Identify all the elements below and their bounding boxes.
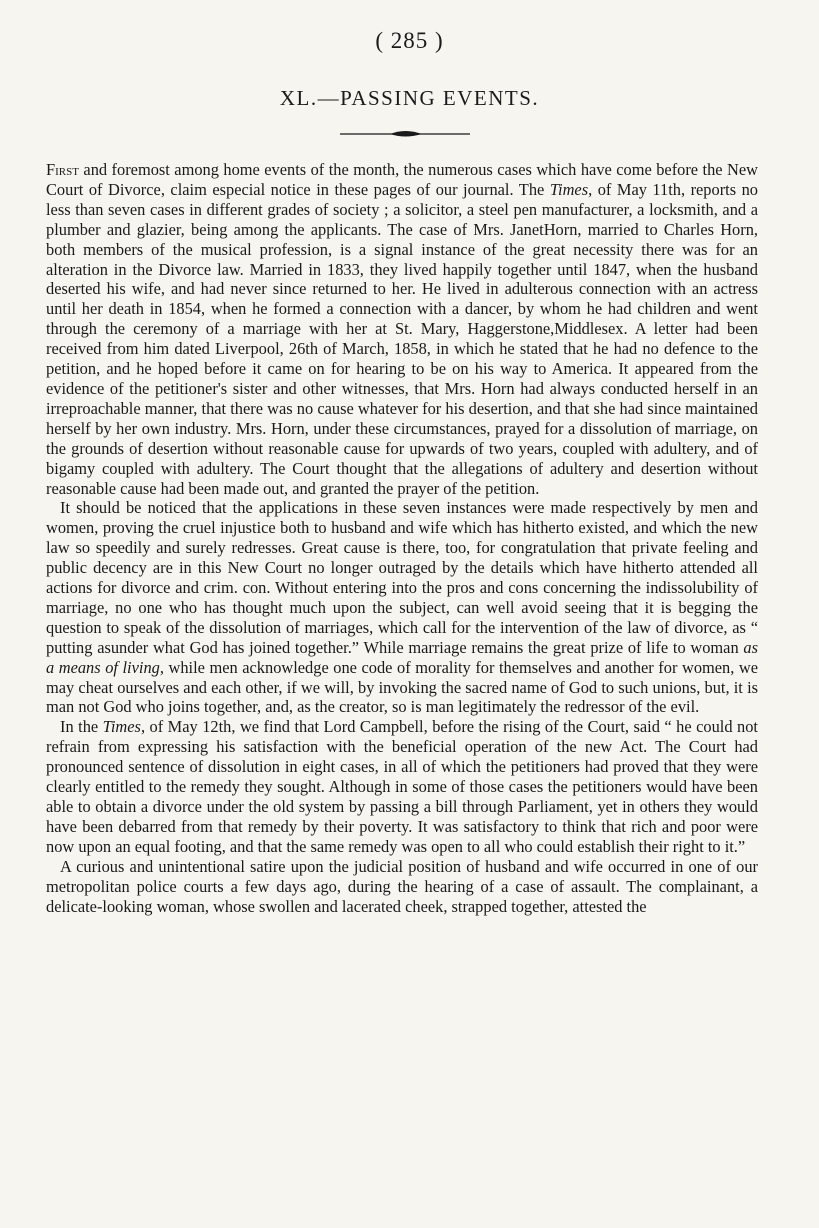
lead-word: First	[46, 160, 79, 179]
paragraph-4: A curious and unintentional satire upon the judicial position of husband and wife occurred in one of our metropolitan police courts a few days ago, during the hearing of a case of assault. The complainant, a delicate-looking woman, whose swollen and lacerated cheek, strapped together, attested the	[46, 856, 758, 916]
emphasis-phrase: as a means of living	[46, 637, 758, 677]
ornament-divider	[340, 128, 470, 140]
page-number: ( 285 )	[375, 28, 444, 53]
article-heading: XL.—PASSING EVENTS.	[279, 86, 540, 110]
paragraph-3: In the Times, of May 12th, we find that Lord Campbell, before the rising of the Court, said “ he could not refrain from expressing his satisfaction with the beneficial operation of the new Act. The Court had pronounced sentence of dissolution in eight cases, in all of which the petitioners had proved that they were clearly entitled to the remedy they sought. Although in some of those cases the petitioners would have been able to obtain a divorce under the old system by passing a bill through Parliament, yet in others they would have been debarred from that remedy by their poverty. It was satisfactory to think that rich and poor were now upon an equal footing, and that the same remedy was open to all who could establish their right to it.”	[46, 717, 758, 856]
article-body	[46, 160, 758, 916]
paragraph-2: It should be noticed that the applications in these seven instances were made respectively by men and women, proving the cruel injustice both to husband and wife which has hitherto existed, and which the new law so speedily and surely redresses. Great cause is there, too, for congratulation that private feeling and public decency are in this New Court no longer outraged by the details which have hitherto attended all actions for divorce and crim. con. Without entering into the pros and cons concerning the indissolubility of marriage, no one who has thought much upon the subject, can well avoid seeing that it is begging the question to speak of the dissolution of marriages, which call for the intervention of the law of divorce, as “ putting asunder what God has joined together.” While marriage remains the great prize of life to woman as a means of living, while men acknowledge one code of morality for themselves and another for women, we may cheat ourselves and each other, if we will, by invoking the sacred name of God to such unions, but, it is man not God who joins together, and, as the creator, so is man legitimately the redressor of the evil.	[46, 498, 759, 717]
newspaper-title: Times	[102, 717, 141, 737]
paragraph-1: First and foremost among home events of the month, the numerous cases which have come before the New Court of Divorce, claim especial notice in these pages of our journal. The Times, of May 11th, reports no less than seven cases in different grades of society ; a solicitor, a steel pen manufacturer, a locksmith, and a plumber and glazier, being among the applicants. The case of Mrs. JanetHorn, married to Charles Horn, both members of the musical profession, is a signal instance of the great necessity there was for an alteration in the Divorce law. Married in 1833, they lived happily together until 1847, when the husband deserted his wife, and had never since returned to her. He lived in adulterous connection with an actress until her death in 1854, when he formed a connection with a dancer, by whom he had children and went through the ceremony of a marriage with her at St. Mary, Haggerstone,Middlesex. A letter had been received from him dated Liverpool, 26th of March, 1858, in which he stated that he had no defence to the petition, and he hoped before it came on for hearing to be on his way to America. It appeared from the evidence of the petitioner's sister and other witnesses, that Mrs. Horn had always conducted herself in an irreproachable manner, that there was no cause whatever for his desertion, and that she had since maintained herself by her own industry. Mrs. Horn, under these circumstances, prayed for a dissolution of marriage, on the grounds of desertion without reasonable cause for upwards of two years, coupled with adultery, and of bigamy coupled with adultery. The Court thought that the allegations of adultery and desertion without reasonable cause had been made out, and granted the prayer of the petition.	[46, 160, 758, 498]
newspaper-title: Times	[549, 179, 589, 199]
